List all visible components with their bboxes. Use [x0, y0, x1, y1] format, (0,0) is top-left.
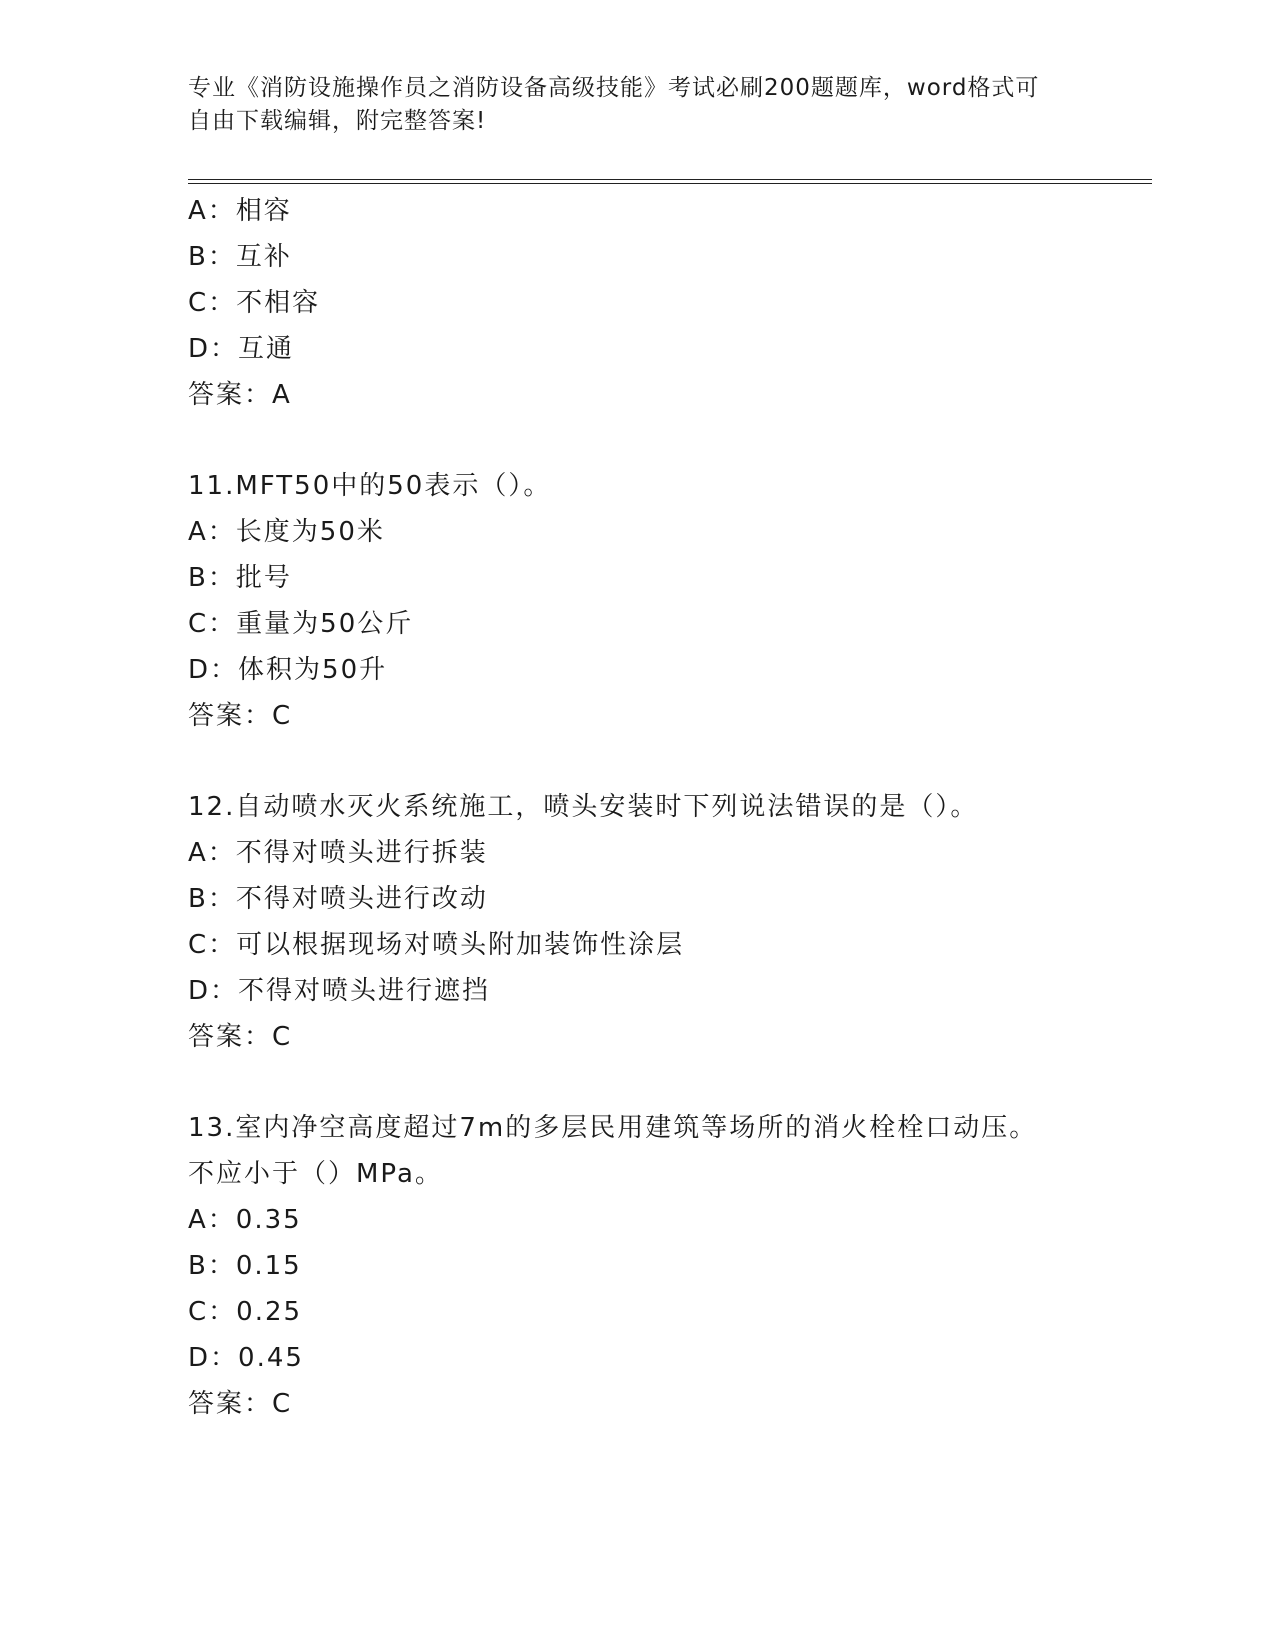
header-line-1: 专业《消防设施操作员之消防设备高级技能》考试必刷200题题库，word格式可: [188, 75, 1040, 101]
answer: 答案：C: [188, 701, 293, 731]
option-c: C：可以根据现场对喷头附加装饰性涂层: [188, 930, 685, 960]
option-c: C：0.25: [188, 1297, 303, 1327]
question-stem-line-2: 不应小于（）MPa。: [188, 1159, 443, 1189]
option-d: D：不得对喷头进行遮挡: [188, 976, 491, 1006]
question-10: [188, 188, 1148, 418]
option-b: B：批号: [188, 563, 292, 593]
answer: 答案：C: [188, 1389, 293, 1419]
header-divider-top: [188, 179, 1152, 180]
question-stem-line-1: 13.室内净空高度超过7m的多层民用建筑等场所的消火栓栓口动压。: [188, 1113, 1038, 1143]
document-header: [188, 72, 1088, 138]
answer: 答案：A: [188, 380, 292, 410]
option-a: A：长度为50米: [188, 517, 385, 547]
option-a: A：不得对喷头进行拆装: [188, 838, 488, 868]
option-b: B：互补: [188, 242, 292, 272]
option-c: C：不相容: [188, 288, 321, 318]
question-13: [188, 1105, 1148, 1427]
option-b: B：0.15: [188, 1251, 302, 1281]
question-12: [188, 784, 1148, 1060]
question-list: [188, 188, 1148, 1427]
header-divider-bottom: [188, 183, 1152, 184]
option-d: D：体积为50升: [188, 655, 388, 685]
question-11: [188, 463, 1148, 739]
question-stem: 11.MFT50中的50表示（）。: [188, 471, 552, 501]
option-d: D：0.45: [188, 1343, 304, 1373]
answer: 答案：C: [188, 1022, 293, 1052]
header-line-2: 自由下载编辑，附完整答案!: [188, 108, 487, 134]
option-d: D：互通: [188, 334, 295, 364]
option-a: A：0.35: [188, 1205, 302, 1235]
option-b: B：不得对喷头进行改动: [188, 884, 488, 914]
option-c: C：重量为50公斤: [188, 609, 414, 639]
question-stem: 12.自动喷水灭火系统施工，喷头安装时下列说法错误的是（）。: [188, 792, 979, 822]
option-a: A：相容: [188, 196, 292, 226]
